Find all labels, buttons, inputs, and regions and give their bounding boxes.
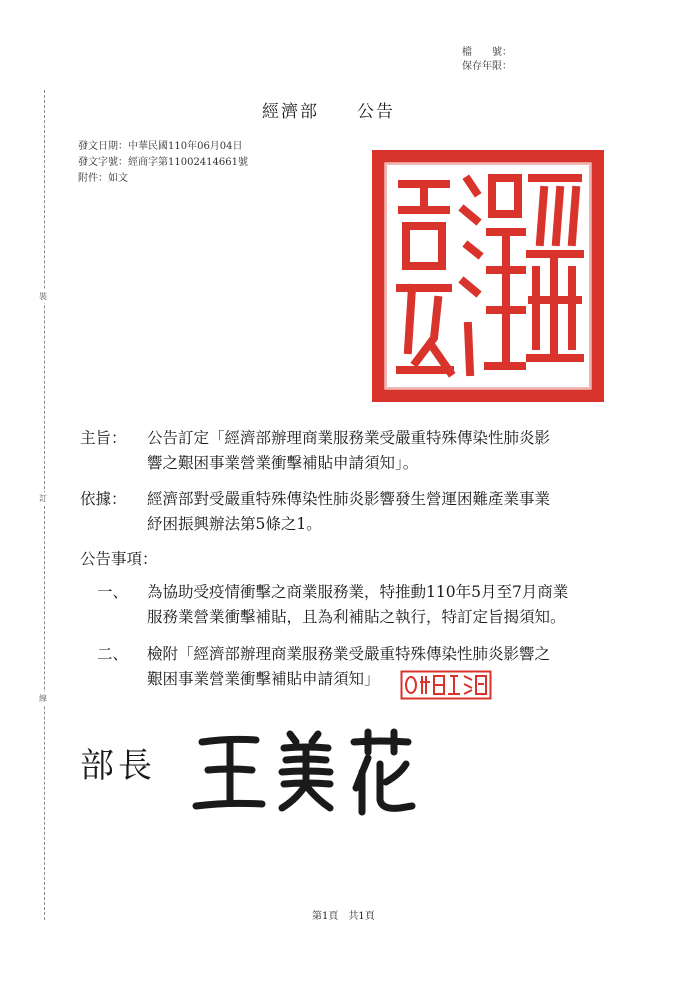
issuing-organization: 經濟部 — [262, 102, 319, 122]
basis-line: 紓困振興辦法第5條之1。 — [147, 515, 322, 533]
subject-label: 主旨： — [80, 429, 127, 447]
binding-char-ding: 訂 — [39, 494, 47, 503]
perforation-seal — [400, 670, 492, 704]
notice-line: 檢附「經濟部辦理商業服務業受嚴重特殊傳染性肺炎影響之 — [147, 645, 551, 663]
document-number: 發文字號：經商字第11002414661號 — [78, 157, 248, 168]
minister-signature — [190, 728, 450, 822]
official-seal-graphic — [372, 150, 604, 402]
document-type: 公告 — [357, 102, 395, 122]
minister-title: 部長 — [80, 746, 156, 786]
basis-line: 經濟部對受嚴重特殊傳染性肺炎影響發生營運困難產業事業 — [147, 490, 551, 508]
file-number-label: 檔 號： — [462, 47, 512, 58]
notice-item — [147, 642, 617, 692]
perforation-seal-graphic — [400, 670, 492, 700]
binding-char-zhuang: 裝 — [39, 292, 47, 301]
subject-text — [147, 426, 612, 476]
basis-text — [147, 487, 612, 537]
attachment-info: 附件：如文 — [78, 173, 128, 184]
binding-line — [44, 90, 45, 920]
signature-graphic — [190, 728, 450, 818]
archive-info — [462, 46, 512, 74]
notice-line: 艱困事業營業衝擊補貼申請須知」 — [147, 670, 380, 688]
subject-line: 公告訂定「經濟部辦理商業服務業受嚴重特殊傳染性肺炎影 — [147, 429, 551, 447]
document-title — [262, 97, 395, 122]
notice-number: 二、 — [97, 645, 129, 663]
notice-line: 服務業營業衝擊補貼，且為利補貼之執行，特訂定旨揭須知。 — [147, 608, 566, 626]
notice-number: 一、 — [97, 583, 129, 601]
subject-line: 響之艱困事業營業衝擊補貼申請須知」。 — [147, 454, 419, 472]
notices-label: 公告事項： — [80, 550, 158, 568]
official-seal — [372, 150, 604, 406]
issue-date: 發文日期：中華民國110年06月04日 — [78, 141, 243, 152]
retention-label: 保存年限： — [462, 61, 512, 72]
notice-line: 為協助受疫情衝擊之商業服務業，特推動110年5月至7月商業 — [147, 583, 569, 601]
binding-char-xian: 線 — [39, 694, 47, 703]
basis-label: 依據： — [80, 490, 127, 508]
page-number: 第1頁 共1頁 — [312, 911, 375, 922]
notice-item — [147, 580, 617, 630]
